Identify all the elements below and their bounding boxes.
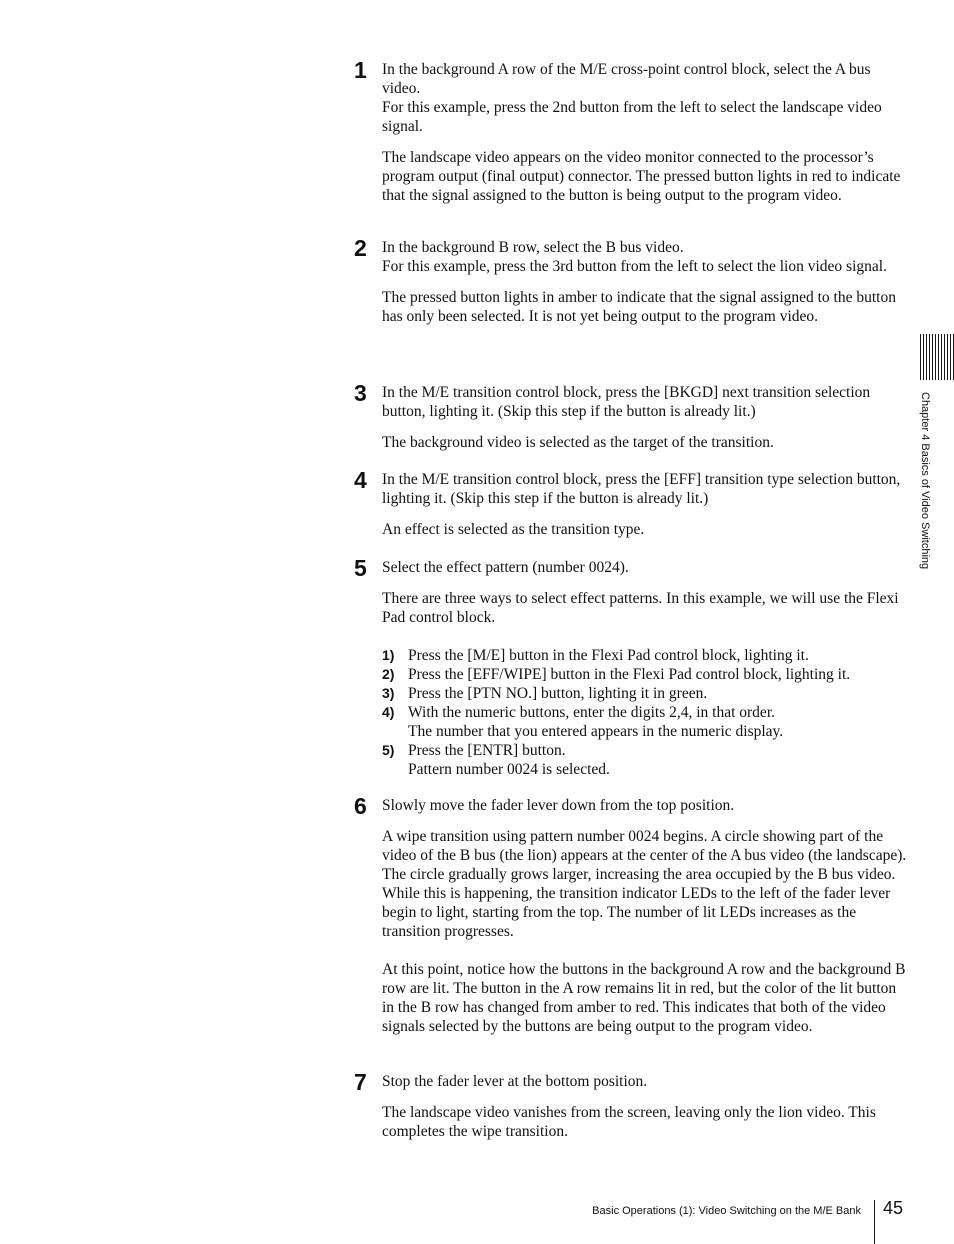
footer-divider <box>874 1200 875 1244</box>
substep-text: Press the [M/E] button in the Flexi Pad control block, lighting it. <box>408 647 809 664</box>
page-number: 45 <box>883 1198 904 1218</box>
substep-number: 4) <box>382 704 395 720</box>
substep-text: Press the [ENTR] button. Pattern number 0024 is selected. <box>408 742 610 778</box>
substep-number: 5) <box>382 742 395 758</box>
step-explanation: An effect is selected as the transition type. <box>382 521 645 538</box>
step-number: 7 <box>354 1069 367 1095</box>
step-instruction: Select the effect pattern (number 0024). <box>382 559 629 576</box>
substep-list <box>382 646 912 779</box>
step-instruction: In the M/E transition control block, press the [BKGD] next transition selection button, lighting it. (Skip this step if the button is already lit.) <box>382 384 871 420</box>
step-2 <box>354 235 912 326</box>
step-6 <box>354 793 912 1036</box>
substep-item <box>382 665 912 684</box>
substep-item <box>382 684 912 703</box>
chapter-sidebar <box>918 392 932 592</box>
step-number: 3 <box>354 380 367 406</box>
substep-text: Press the [PTN NO.] button, lighting it in green. <box>408 685 708 702</box>
step-explanation: The landscape video vanishes from the screen, leaving only the lion video. This completes the wipe transition. <box>382 1104 876 1140</box>
step-number: 4 <box>354 467 367 493</box>
substep-number: 3) <box>382 685 395 701</box>
step-instruction: In the M/E transition control block, press the [EFF] transition type selection button, lighting it. (Skip this step if the button is already lit.) <box>382 471 901 507</box>
chapter-tab-marker <box>920 334 954 380</box>
step-7 <box>354 1069 912 1141</box>
substep-number: 1) <box>382 647 395 663</box>
step-explanation: There are three ways to select effect patterns. In this example, we will use the Flexi Pad control block. <box>382 590 899 626</box>
step-number: 2 <box>354 235 367 261</box>
step-instruction: In the background B row, select the B bus video. For this example, press the 3rd button from the left to select the lion video signal. <box>382 239 887 275</box>
step-explanation: A wipe transition using pattern number 0024 begins. A circle showing part of the video of the B bus (the lion) appears at the center of the A bus video (the landscape). The circle gradually grows larger, increasing the area occupied by the B bus video. While this is happening, the transition indicator LEDs to the left of the fader lever begin to light, starting from the top. The number of lit LEDs increases as the transition progresses. <box>382 828 907 940</box>
step-instruction: Slowly move the fader lever down from the top position. <box>382 797 735 814</box>
step-explanation: The pressed button lights in amber to indicate that the signal assigned to the button has only been selected. It is not yet being output to the program video. <box>382 289 896 325</box>
step-number: 6 <box>354 793 367 819</box>
step-instruction: Stop the fader lever at the bottom position. <box>382 1073 648 1090</box>
step-1 <box>354 57 912 205</box>
substep-text: With the numeric buttons, enter the digits 2,4, in that order. The number that you entered appears in the numeric display. <box>408 704 784 740</box>
substep-number: 2) <box>382 666 395 682</box>
substep-text: Press the [EFF/WIPE] button in the Flexi Pad control block, lighting it. <box>408 666 851 683</box>
substep-item <box>382 646 912 665</box>
step-instruction: In the background A row of the M/E cross-point control block, select the A bus video. For this example, press the 2nd button from the left to select the landscape video signal. <box>382 61 882 135</box>
chapter-label: Chapter 4 Basics of Video Switching <box>919 392 931 570</box>
step-explanation: The background video is selected as the target of the transition. <box>382 434 774 451</box>
substep-item <box>382 741 912 779</box>
step-number: 1 <box>354 57 367 83</box>
step-5 <box>354 555 912 779</box>
substep-item <box>382 703 912 741</box>
step-number: 5 <box>354 555 367 581</box>
footer-title: Basic Operations (1): Video Switching on the M/E Bank <box>592 1205 861 1217</box>
step-3 <box>354 380 912 452</box>
step-4 <box>354 467 912 539</box>
step-explanation: At this point, notice how the buttons in the background A row and the background B row are lit. The button in the A row remains lit in red, but the color of the lit button in the B row has changed from amber to red. This indicates that both of the video signals selected by the buttons are being output to the program video. <box>382 961 906 1035</box>
step-explanation: The landscape video appears on the video monitor connected to the processor’s program output (final output) connector. The pressed button lights in red to indicate that the signal assigned to the button is being output to the program video. <box>382 149 901 204</box>
